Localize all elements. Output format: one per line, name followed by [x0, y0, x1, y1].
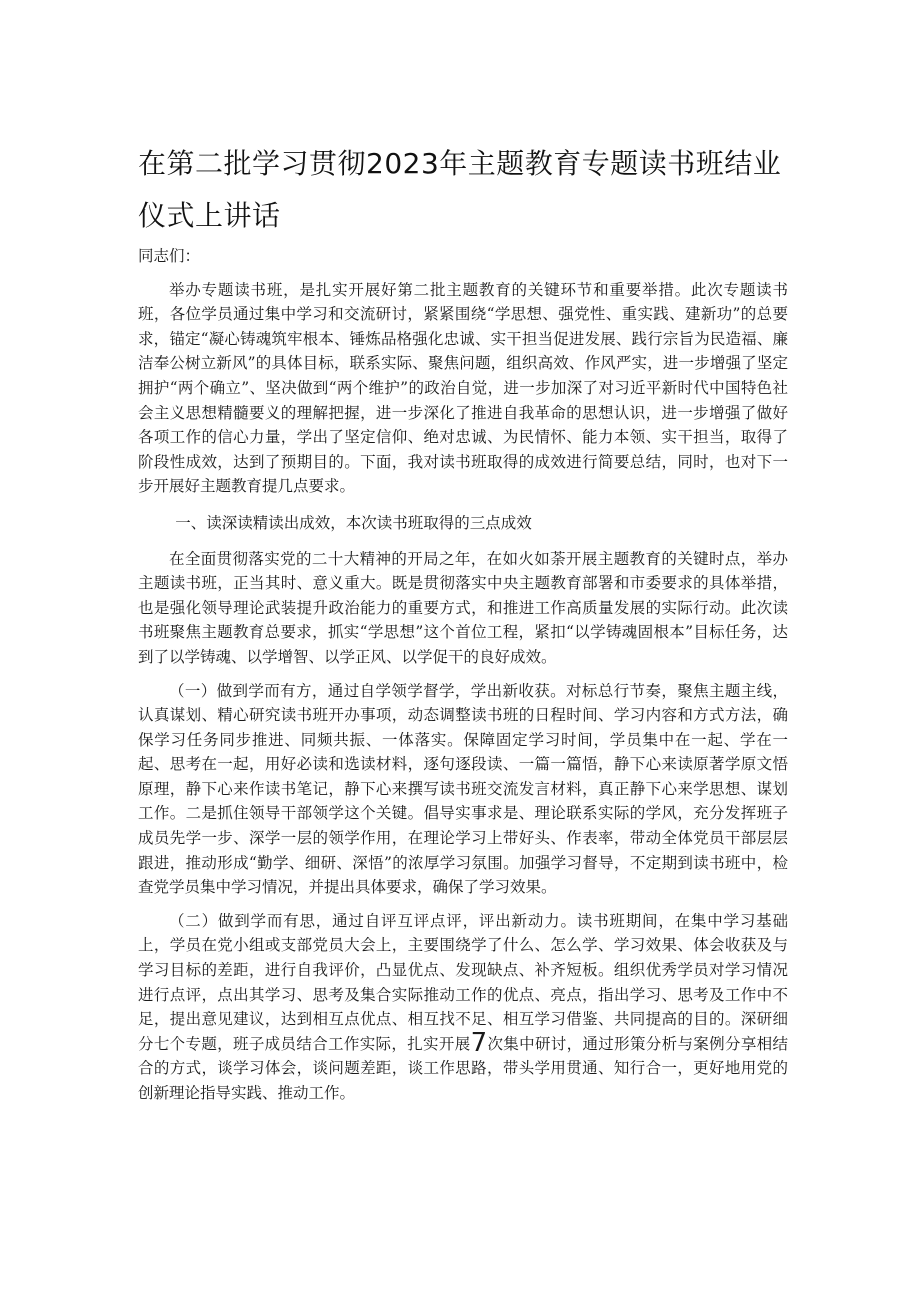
paragraph-section-1-intro: 在全面贯彻落实党的二十大精神的开局之年，在如火如荼开展主题教育的关键时点，举办主题读书班，正当其时、意义重大。既是贯彻落实中央主题教育部署和市委要求的具体举措，也是强化领导理论武装提升政治能力的重要方式，和推进工作高质量发展的实际行动。此次读书班聚焦主题教育总要求，抓实“学思想”这个首位工程，紧扣“以学铸魂固根本”目标任务，达到了以学铸魂、以学增智、以学正风、以学促干的良好成效。: [138, 549, 788, 666]
paragraph-point-2-text-a: （二）做到学而有思，通过自评互评点评，评出新动力。读书班期间，在集中学习基础上，学员在党小组或支部党员大会上，主要围绕学了什么、怎么学、学习效果、体会收获及与学习目标的差距，进行自我评价，凸显优点、发现缺点、补齐短板。组织优秀学员对学习情况进行点评，点出其学习、思考及集合实际推动工作的优点、亮点，指出学习、思考及工作中不足，提出意见建议，达到相互点优点、相互找不足、相互学习借鉴、共同提高的目的。深研细分七个专题，班子成员结合工作实际，扎实开展: [138, 911, 788, 1053]
seminar-count-number: 7: [470, 1027, 488, 1058]
document-title: 在第二批学习贯彻2023年主题教育专题读书班结业仪式上讲话: [138, 147, 782, 232]
paragraph-point-1: （一）做到学而有方，通过自学领学督学，学出新收获。对标总行节奏，聚焦主题主线，认真谋划、精心研究读书班开办事项，动态调整读书班的日程时间、学习内容和方式方法，确保学习任务同步推进、同频共振、一体落实。保障固定学习时间，学员集中在一起、学在一起、思考在一起，用好必读和选读材料，逐句逐段读、一篇一篇悟，静下心来读原著学原文悟原理，静下心来作读书笔记，静下心来撰写读书班交流发言材料，真正静下心来学思想、谋划工作。二是抓住领导干部领学这个关键。倡导实事求是、理论联系实际的学风，充分发挥班子成员先学一步、深学一层的领学作用，在理论学习上带好头、作表率，带动全体党员干部层层跟进，推动形成“勤学、细研、深悟”的浓厚学习氛围。加强学习督导，不定期到读书班中，检查党学员集中学习情况，并提出具体要求，确保了学习效果。: [138, 681, 788, 897]
section-heading-1: 一、读深读精读出成效，本次读书班取得的三点成效: [175, 513, 532, 532]
document-body: [138, 244, 788, 1115]
paragraph-point-2: [138, 909, 788, 1106]
salutation: 同志们：: [138, 247, 201, 265]
paragraph-intro: 举办专题读书班，是扎实开展好第二批主题教育的关键环节和重要举措。此次专题读书班，各位学员通过集中学习和交流研讨，紧紧围绕“学思想、强党性、重实践、建新功”的总要求，锚定“凝心铸魂筑牢根本、锤炼品格强化忠诚、实干担当促进发展、践行宗旨为民造福、廉洁奉公树立新风”的具体目标，联系实际、聚焦问题，组织高效、作风严实，进一步增强了坚定拥护“两个确立”、坚决做到“两个维护”的政治自觉，进一步加深了对习近平新时代中国特色社会主义思想精髓要义的理解把握，进一步深化了推进自我革命的思想认识，进一步增强了做好各项工作的信心力量，学出了坚定信仰、绝对忠诚、为民情怀、能力本领、实干担当，取得了阶段性成效，达到了预期目的。下面，我对读书班取得的成效进行简要总结，同时，也对下一步开展好主题教育提几点要求。: [138, 280, 788, 496]
paragraph-point-2-text-b: 次集中研讨，通过形策分析与案例分享相结合的方式，谈学习体会，谈问题差距，谈工作思路，带头学用贯通、知行合一，更好地用党的创新理论指导实践、推动工作。: [138, 1034, 788, 1102]
